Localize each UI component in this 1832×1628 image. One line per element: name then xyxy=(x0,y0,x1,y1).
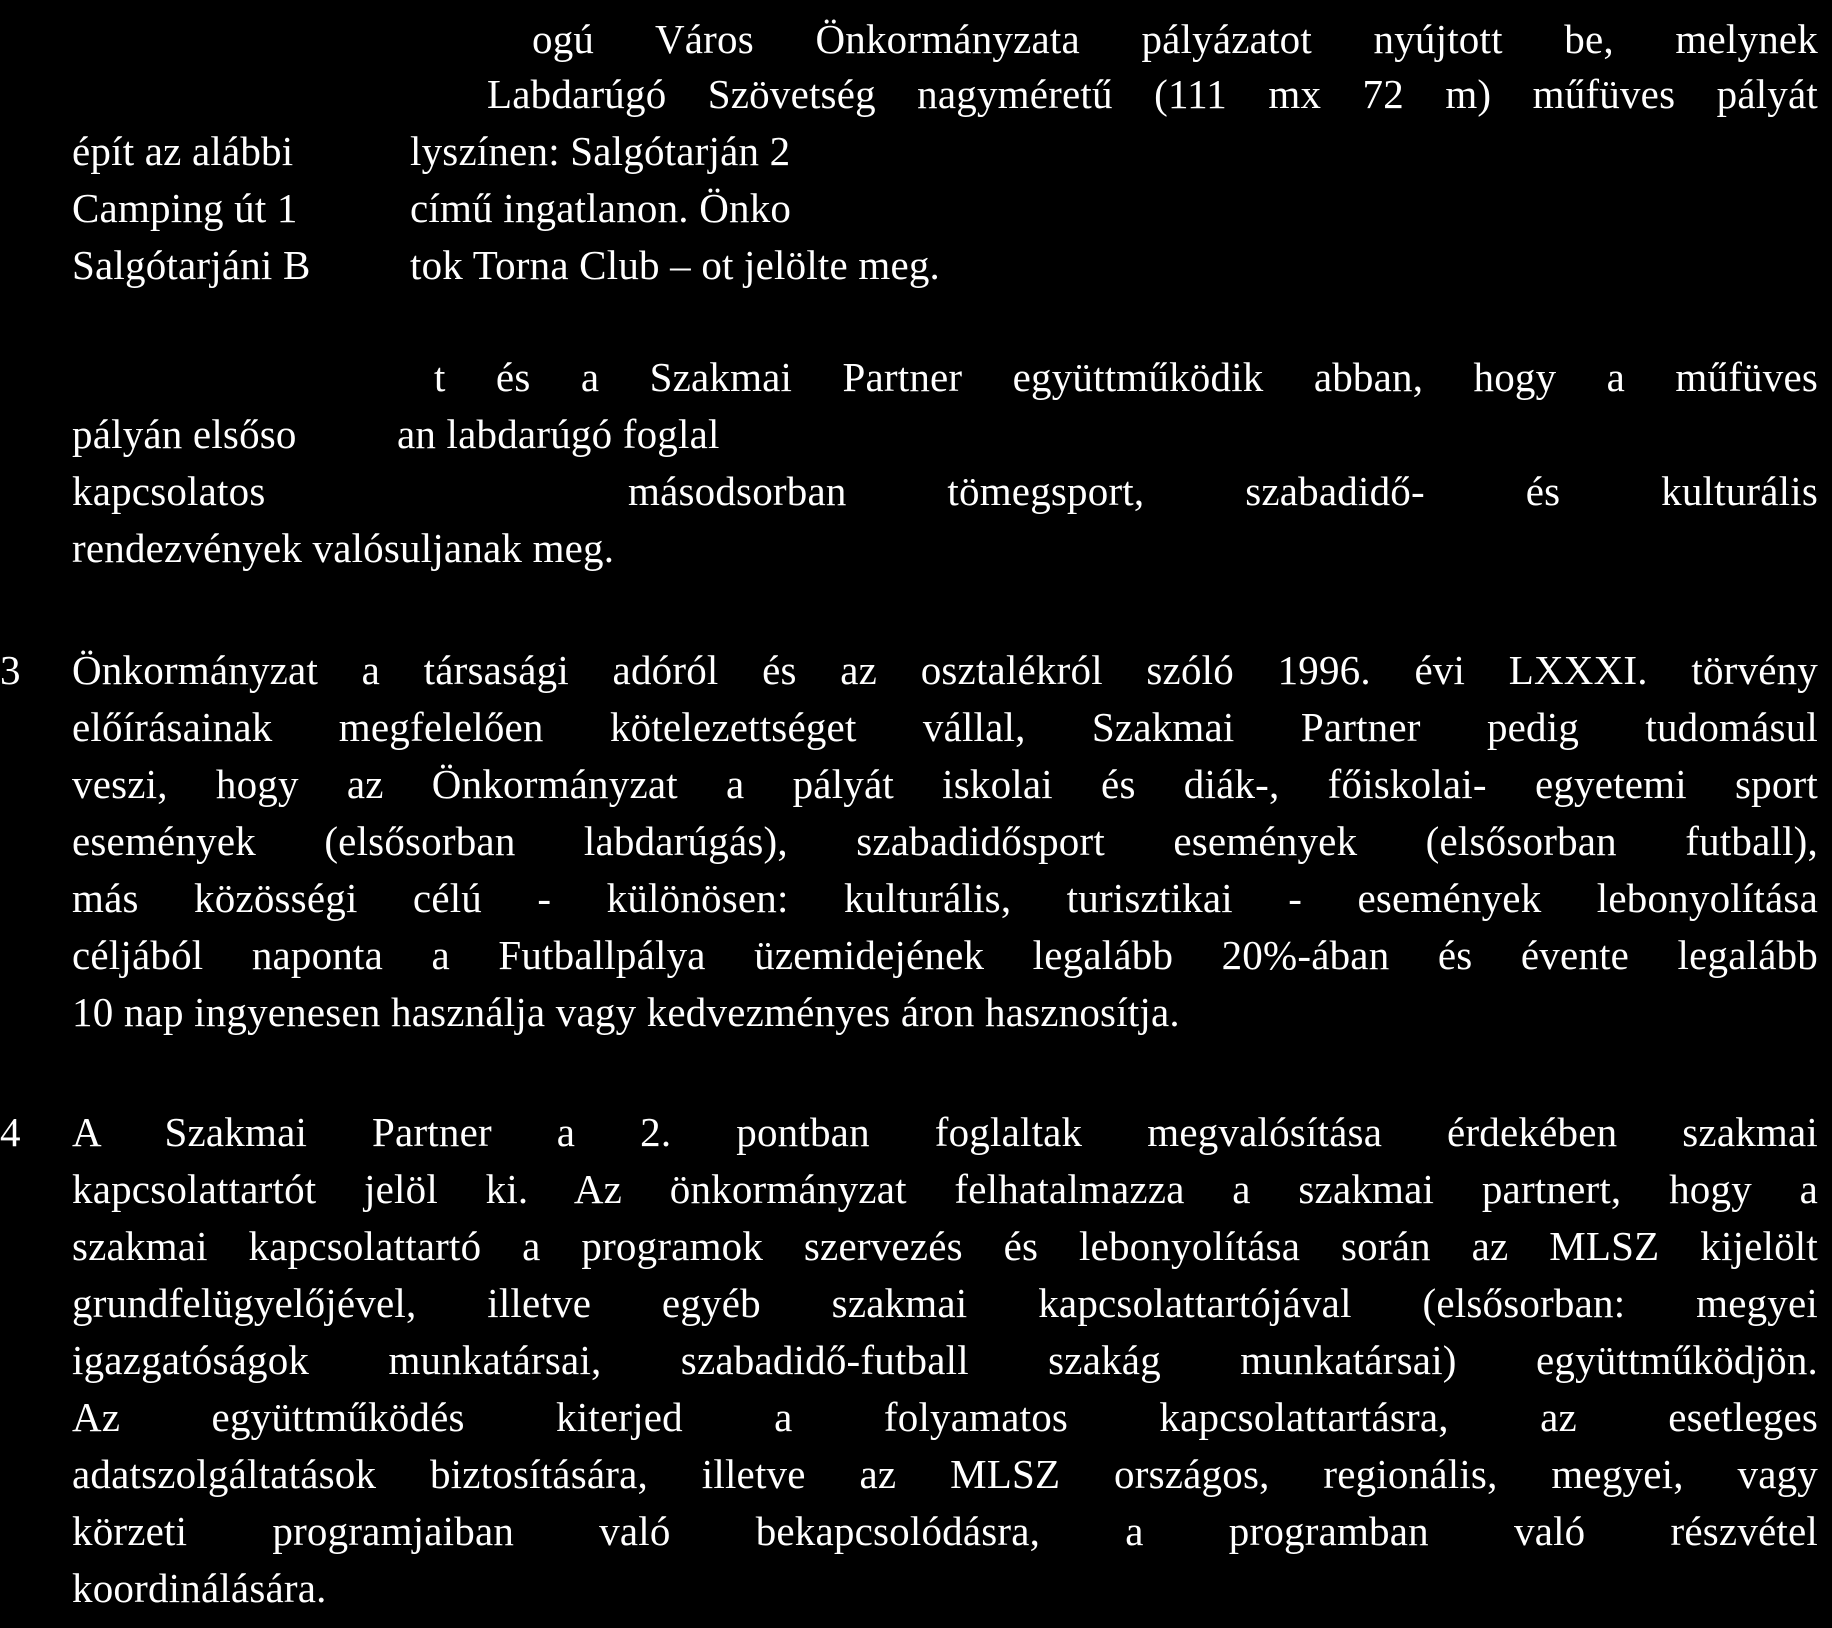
p3-line-6: céljából naponta a Futballpálya üzemidejének legalább 20%-ában és évente legalább xyxy=(72,932,1818,978)
p1-line-1: ogú Város Önkormányzata pályázatot nyújtott be, melynek xyxy=(532,16,1818,62)
p4-line-9: koordinálására. xyxy=(72,1565,327,1611)
p2-line-3-left: kapcsolatos xyxy=(72,468,266,514)
p1-fragment-right-3: tok Torna Club – ot jelölte meg. xyxy=(410,242,941,288)
p4-line-2: kapcsolattartót jelöl ki. Az önkormányzat felhatalmazza a szakmai partnert, hogy a xyxy=(72,1166,1818,1212)
p3-line-2: előírásainak megfelelően kötelezettséget vállal, Szakmai Partner pedig tudomásul xyxy=(72,704,1818,750)
p4-line-6: Az együttműködés kiterjed a folyamatos kapcsolattartásra, az esetleges xyxy=(72,1394,1818,1440)
p1-fragment-left-3: Salgótarjáni B xyxy=(72,242,311,288)
p1-fragment-left-2: Camping út 1 xyxy=(72,185,298,231)
p2-line-2-right: an labdarúgó foglal xyxy=(397,411,720,457)
p1-fragment-right-1: lyszínen: Salgótarján 2 xyxy=(410,128,791,174)
p2-line-4: rendezvények valósuljanak meg. xyxy=(72,525,615,571)
p1-fragment-left-1: épít az alábbi xyxy=(72,128,294,174)
p4-line-7: adatszolgáltatások biztosítására, illetve az MLSZ országos, regionális, megyei, vagy xyxy=(72,1451,1818,1497)
p2-line-1: t és a Szakmai Partner együttműködik abban, hogy a műfüves xyxy=(434,354,1818,400)
p4-line-1: A Szakmai Partner a 2. pontban foglaltak megvalósítása érdekében szakmai xyxy=(72,1109,1818,1155)
p2-line-2-left: pályán elsőso xyxy=(72,411,297,457)
p3-line-5: más közösségi célú - különösen: kulturális, turisztikai - események lebonyolítása xyxy=(72,875,1818,921)
p3-line-7: 10 nap ingyenesen használja vagy kedvezményes áron hasznosítja. xyxy=(72,989,1180,1035)
p4-line-5: igazgatóságok munkatársai, szabadidő-futball szakág munkatársai) együttműködjön. xyxy=(72,1337,1818,1383)
paragraph-3-number: 3 xyxy=(0,647,21,693)
p2-line-3-right: másodsorban tömegsport, szabadidő- és kulturális xyxy=(628,468,1818,514)
p3-line-4: események (elsősorban labdarúgás), szabadidősport események (elsősorban futball), xyxy=(72,818,1818,864)
p4-line-8: körzeti programjaiban való bekapcsolódásra, a programban való részvétel xyxy=(72,1508,1818,1554)
p3-line-3: veszi, hogy az Önkormányzat a pályát iskolai és diák-, főiskolai- egyetemi sport xyxy=(72,761,1818,807)
p3-line-1: Önkormányzat a társasági adóról és az osztalékról szóló 1996. évi LXXXI. törvény xyxy=(72,647,1818,693)
paragraph-4-number: 4 xyxy=(0,1109,21,1155)
p4-line-4: grundfelügyelőjével, illetve egyéb szakmai kapcsolattartójával (elsősorban: megyei xyxy=(72,1280,1818,1326)
p1-fragment-right-2: című ingatlanon. Önko xyxy=(410,185,792,231)
p1-line-2: Labdarúgó Szövetség nagyméretű (111 mx 72 m) műfüves pályát xyxy=(487,71,1818,117)
p4-line-3: szakmai kapcsolattartó a programok szervezés és lebonyolítása során az MLSZ kijelölt xyxy=(72,1223,1818,1269)
